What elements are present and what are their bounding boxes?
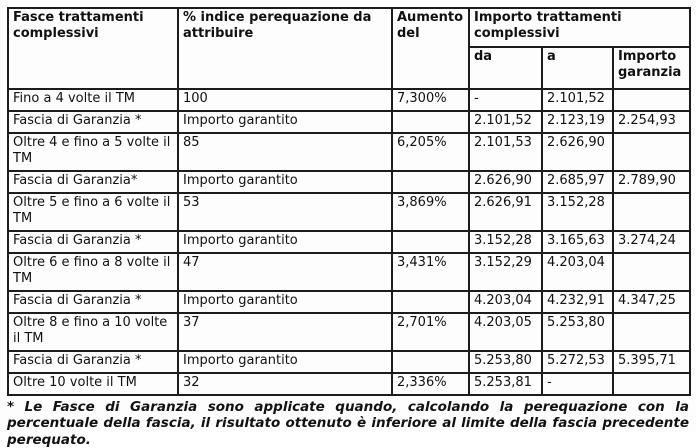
aumento-cell: 3,869% bbox=[392, 193, 469, 231]
indice-cell: Importo garantito bbox=[178, 231, 392, 253]
indice-cell: 37 bbox=[178, 313, 392, 351]
aumento-cell: 3,431% bbox=[392, 253, 469, 291]
aumento-cell: 2,701% bbox=[392, 313, 469, 351]
aumento-cell bbox=[392, 291, 469, 313]
da-cell: 3.152,29 bbox=[469, 253, 542, 291]
fascia-cell: Fascia di Garanzia * bbox=[8, 351, 178, 373]
fascia-cell: Oltre 6 e fino a 8 volte il TM bbox=[8, 253, 178, 291]
da-cell: 5.253,80 bbox=[469, 351, 542, 373]
table-row bbox=[8, 373, 690, 395]
garanzia-cell bbox=[613, 133, 690, 171]
garanzia-cell bbox=[613, 373, 690, 395]
header-garanzia: Importo garanzia bbox=[613, 47, 690, 89]
indice-cell: Importo garantito bbox=[178, 291, 392, 313]
da-cell: 4.203,05 bbox=[469, 313, 542, 351]
table-row bbox=[8, 291, 690, 313]
table-row bbox=[8, 133, 690, 171]
aumento-cell: 2,336% bbox=[392, 373, 469, 395]
a-cell: 5.253,80 bbox=[542, 313, 613, 351]
aumento-cell: 6,205% bbox=[392, 133, 469, 171]
aumento-cell bbox=[392, 111, 469, 133]
a-cell: 3.165,63 bbox=[542, 231, 613, 253]
a-cell: 2.685,97 bbox=[542, 171, 613, 193]
table-row bbox=[8, 171, 690, 193]
garanzia-cell: 3.274,24 bbox=[613, 231, 690, 253]
table-row bbox=[8, 111, 690, 133]
fascia-cell: Oltre 5 e fino a 6 volte il TM bbox=[8, 193, 178, 231]
a-cell: 5.272,53 bbox=[542, 351, 613, 373]
indice-cell: 100 bbox=[178, 89, 392, 111]
da-cell: 5.253,81 bbox=[469, 373, 542, 395]
a-cell: 3.152,28 bbox=[542, 193, 613, 231]
fascia-cell: Fascia di Garanzia * bbox=[8, 291, 178, 313]
table-row bbox=[8, 313, 690, 351]
garanzia-cell: 2.789,90 bbox=[613, 171, 690, 193]
da-cell: 2.101,52 bbox=[469, 111, 542, 133]
garanzia-cell bbox=[613, 89, 690, 111]
indice-cell: Importo garantito bbox=[178, 351, 392, 373]
a-cell: 4.203,04 bbox=[542, 253, 613, 291]
indice-cell: 53 bbox=[178, 193, 392, 231]
fascia-cell: Fascia di Garanzia * bbox=[8, 231, 178, 253]
da-cell: 4.203,04 bbox=[469, 291, 542, 313]
header-da: da bbox=[469, 47, 542, 89]
garanzia-cell bbox=[613, 193, 690, 231]
indice-cell: 47 bbox=[178, 253, 392, 291]
indice-cell: 85 bbox=[178, 133, 392, 171]
fascia-cell: Oltre 10 volte il TM bbox=[8, 373, 178, 395]
a-cell: 2.101,52 bbox=[542, 89, 613, 111]
aumento-cell bbox=[392, 351, 469, 373]
da-cell: 2.101,53 bbox=[469, 133, 542, 171]
indice-cell: Importo garantito bbox=[178, 111, 392, 133]
table-row bbox=[8, 351, 690, 373]
table-row bbox=[8, 231, 690, 253]
a-cell: 2.626,90 bbox=[542, 133, 613, 171]
da-cell: 2.626,91 bbox=[469, 193, 542, 231]
fascia-cell: Oltre 4 e fino a 5 volte il TM bbox=[8, 133, 178, 171]
da-cell: - bbox=[469, 89, 542, 111]
aumento-cell: 7,300% bbox=[392, 89, 469, 111]
da-cell: 3.152,28 bbox=[469, 231, 542, 253]
aumento-cell bbox=[392, 171, 469, 193]
header-indice: % indice perequazione da attribuire bbox=[178, 8, 392, 89]
fascia-cell: Fascia di Garanzia* bbox=[8, 171, 178, 193]
a-cell: - bbox=[542, 373, 613, 395]
indice-cell: 32 bbox=[178, 373, 392, 395]
header-importo-group: Importo trattamenti complessivi bbox=[469, 8, 690, 47]
garanzia-cell bbox=[613, 313, 690, 351]
aumento-cell bbox=[392, 231, 469, 253]
table-row bbox=[8, 193, 690, 231]
a-cell: 2.123,19 bbox=[542, 111, 613, 133]
header-fasce: Fasce trattamenti complessivi bbox=[8, 8, 178, 89]
fascia-cell: Fascia di Garanzia * bbox=[8, 111, 178, 133]
a-cell: 4.232,91 bbox=[542, 291, 613, 313]
header-a: a bbox=[542, 47, 613, 89]
da-cell: 2.626,90 bbox=[469, 171, 542, 193]
fascia-cell: Oltre 8 e fino a 10 volte il TM bbox=[8, 313, 178, 351]
header-aumento: Aumento del bbox=[392, 8, 469, 89]
garanzia-footnote: * Le Fasce di Garanzia sono applicate quando, calcolando la perequazione con la percentuale della fascia, il risultato ottenuto è inferiore al limite della fascia precedente perequato. bbox=[7, 399, 689, 448]
garanzia-cell: 4.347,25 bbox=[613, 291, 690, 313]
perequazione-table bbox=[7, 7, 691, 396]
indice-cell: Importo garantito bbox=[178, 171, 392, 193]
garanzia-cell: 5.395,71 bbox=[613, 351, 690, 373]
fascia-cell: Fino a 4 volte il TM bbox=[8, 89, 178, 111]
garanzia-cell: 2.254,93 bbox=[613, 111, 690, 133]
garanzia-cell bbox=[613, 253, 690, 291]
header-row-top bbox=[8, 8, 690, 47]
table-row bbox=[8, 253, 690, 291]
table-row bbox=[8, 89, 690, 111]
